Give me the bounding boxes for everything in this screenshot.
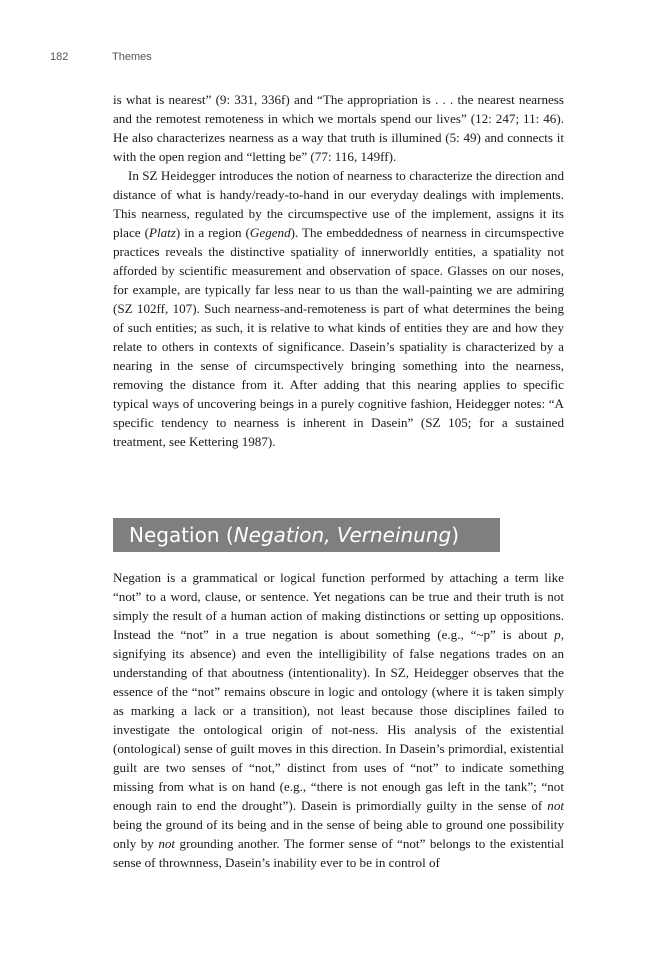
emphasis-not: not bbox=[158, 836, 176, 851]
paragraph-negation: Negation is a grammatical or logical function performed by attaching a term like “not” to a word, clause, or sentence. Yet negations can be true and their truth is not simply the result of a human action of making distinctions or setting up oppositions. Instead the “not” in a true negation is about something (e.g., “~p” is about p, signifying its absence) and even the intelligibility of false negations trades on an understanding of that aboutness (intentionality). In SZ, Heidegger observes that the essence of the “not” remains obscure in logic and ontology (where it is taken simply as marking a lack or a transition), not least because those disciplines failed to investigate the ontological origin of not-ness. His analysis of the existential (ontological) sense of guilt moves in this direction. In Dasein’s primordial, existential guilt are two senses of “not,” distinct from uses of “not” to indicate something missing from what is on hand (e.g., “there is not enough gas left in the tank”; “not enough rain to end the drought”). Dasein is primordially guilty in the sense of not being the ground of its being and in the sense of being able to ground one possibility only by not grounding another. The former sense of “not” belongs to the existential sense of thrownness, Dasein’s inability ever to be in control of bbox=[113, 570, 564, 870]
term-platz: Platz bbox=[148, 225, 176, 240]
term-gegend: Gegend bbox=[249, 225, 291, 240]
entry-heading-terms: Negation, Verneinung bbox=[233, 523, 452, 547]
running-head bbox=[0, 51, 650, 67]
entry-heading-negation: Negation (Negation, Verneinung) bbox=[113, 518, 500, 552]
nearness-entry-continuation bbox=[113, 90, 564, 451]
paragraph-nearness-later-works: is what is nearest” (9: 331, 336f) and “The appropriation is . . . the nearest nearness and the remotest remoteness in which we mortals spend our lives” (12: 247; 11: 46). He also characterizes nearness as a way that truth is illumined (5: 49) and connects it with the open region and “letting be” (77: 116, 149ff). bbox=[113, 92, 564, 164]
emphasis-not: not bbox=[547, 798, 564, 813]
paragraph-nearness-in-sz: In SZ Heidegger introduces the notion of nearness to characterize the direction and distance of what is handy/ready-to-hand in our everyday dealings with implements. This nearness, regulated by the circumspective use of the implement, assigns it its place (Platz) in a region (Gegend). The embeddedness of nearness in circumspective practices reveals the distinctive spatiality of innerworldly entities, a spatiality not afforded by scientific measurement and observation of space. Glasses on our noses, for example, are typically far less near to us than the wall-painting we are admiring (SZ 102ff, 107). Such nearness-and-remoteness is part of what determines the being of such entities; as such, it is relative to what kinds of entities they are and how they relate to others in contexts of significance. Dasein’s spatiality is characterized by a nearing in the sense of circumspectively bringing something into the nearness, removing the distance from it. After adding that this nearing applies to specific typical ways of uncovering beings in a purely cognitive fashion, Heidegger notes: “A specific tendency to nearness is inherent in Dasein” (SZ 105; for a sustained treatment, see Kettering 1987). bbox=[113, 168, 564, 449]
negation-entry-body bbox=[113, 568, 564, 872]
running-head-section: Themes bbox=[112, 51, 152, 63]
page-number: 182 bbox=[50, 51, 69, 63]
symbol-p: p bbox=[554, 627, 561, 642]
